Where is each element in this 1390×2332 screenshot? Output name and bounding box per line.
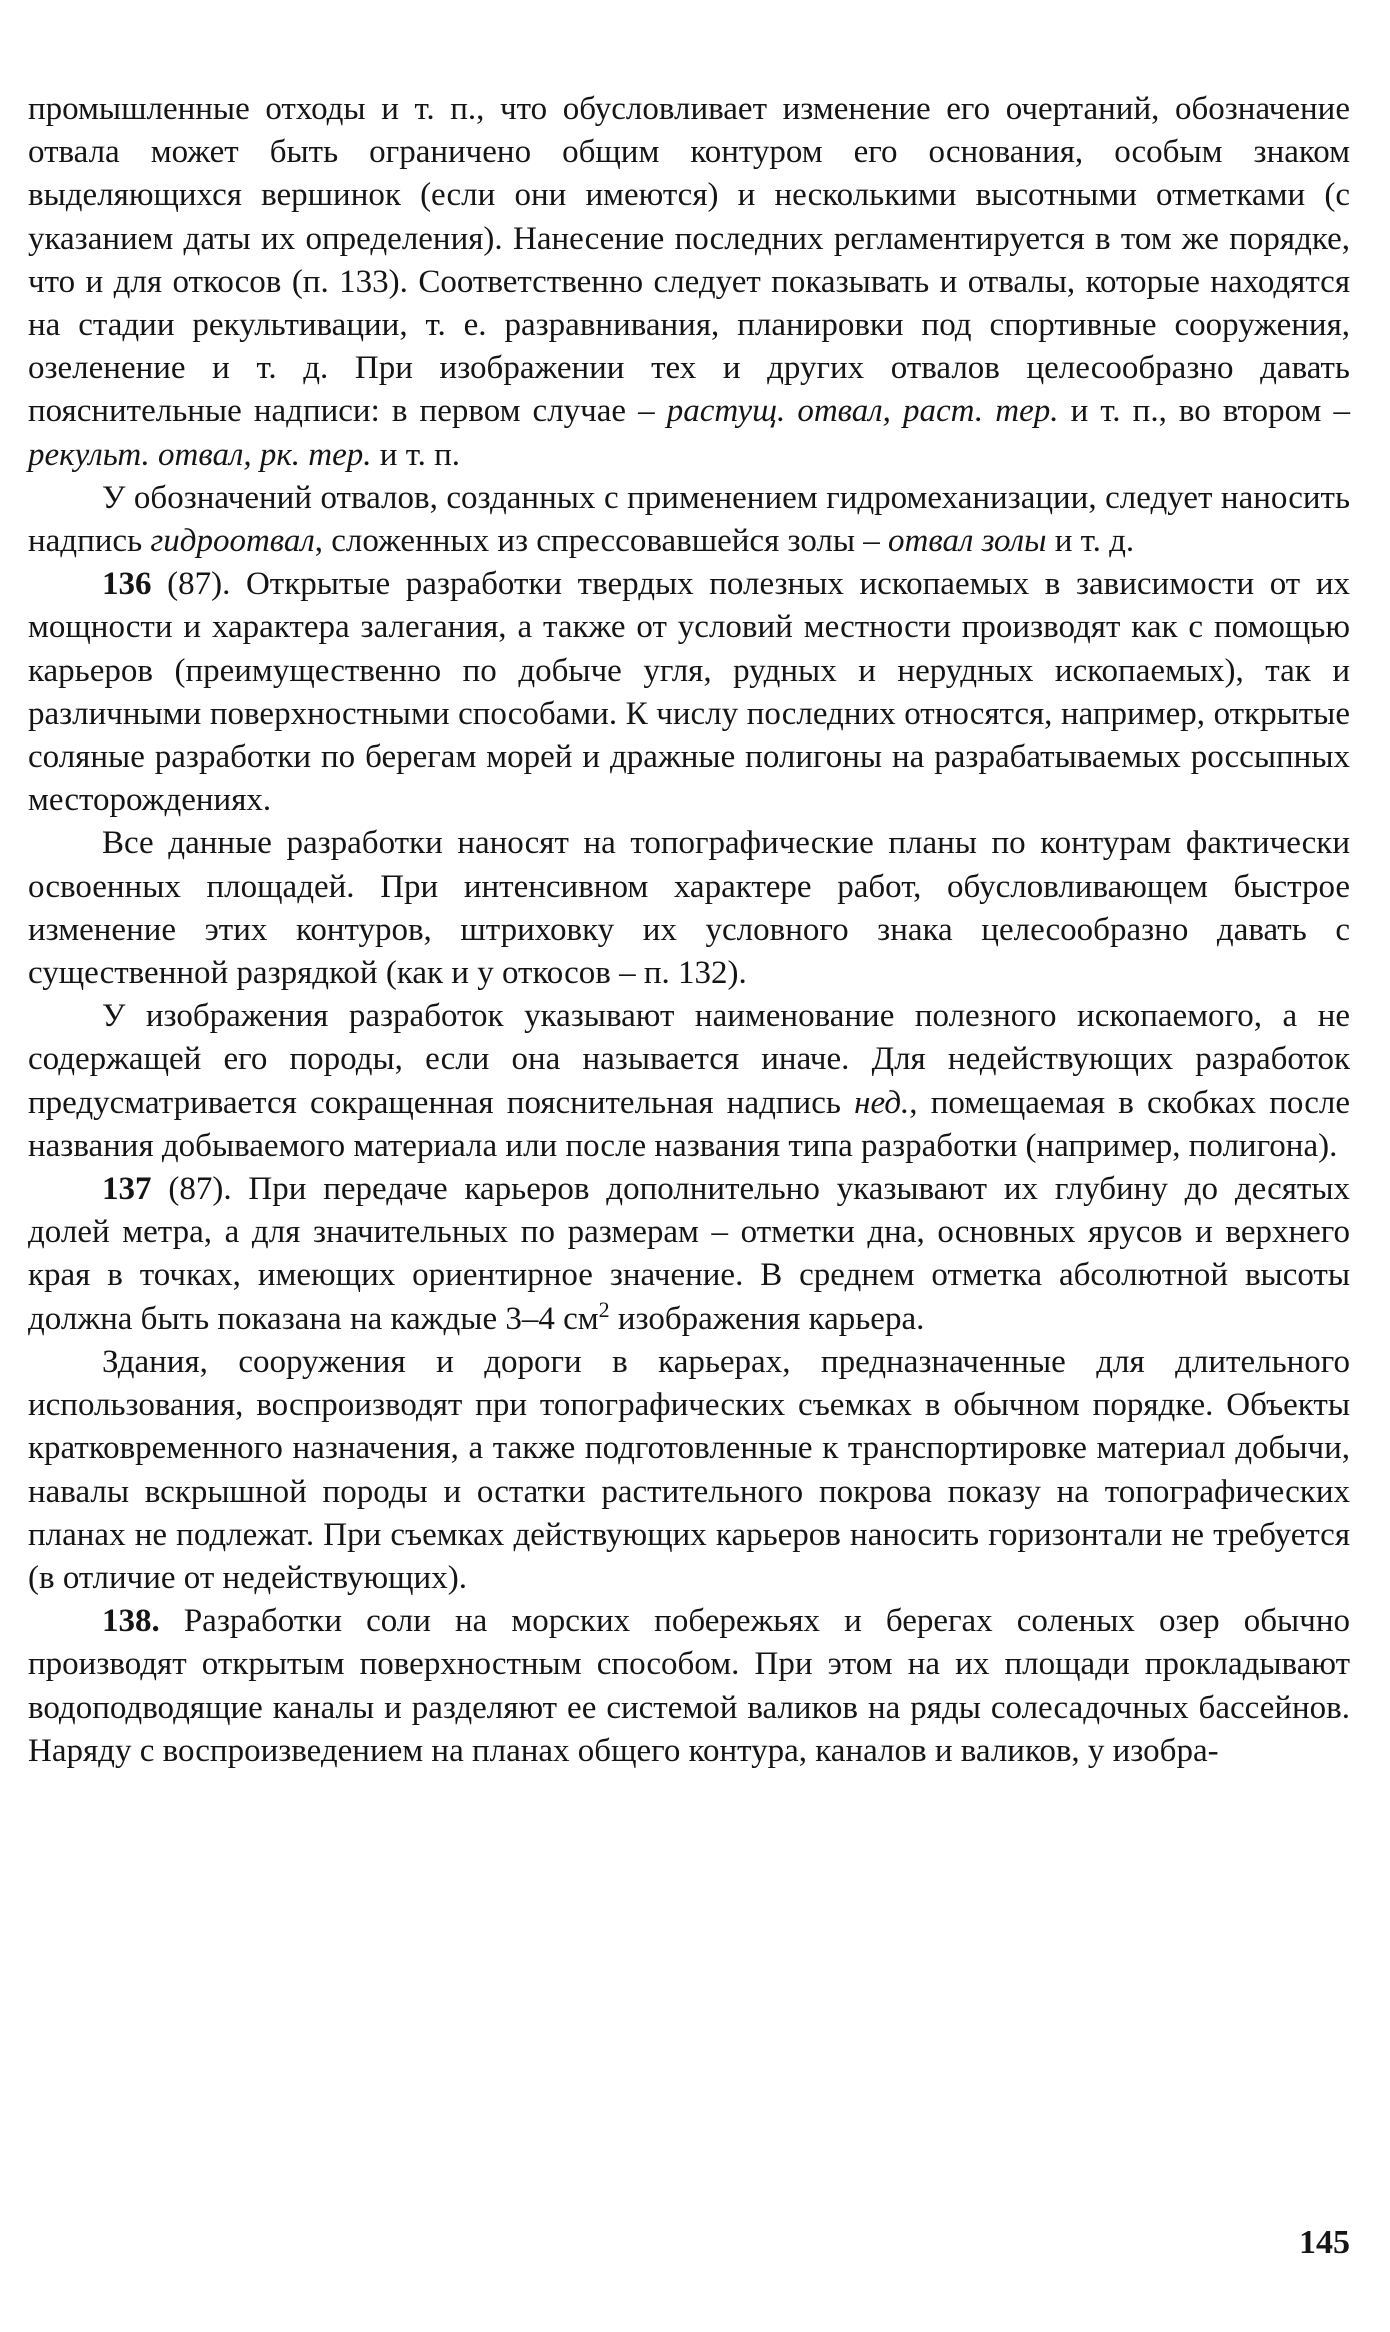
paragraph-text: (87). Открытые разработки твердых полезных ископаемых в зависимости от их мощности и характера залегания, а также от условий местности производят как с помощью карьеров (преимущественно по добыче угля, рудных и нерудных ископаемых), так и различными поверхностными способами. К числу последних относятся, например, открытые соляные разработки по берегам морей и дражные полигоны на разрабатываемых россыпных месторождениях. — [28, 566, 1350, 819]
paragraph-text: У изображения разработок указывают наименование полезного ископаемого, а не содержащей его породы, если она называется иначе. Для недействующих разработок предусматривается сокращенная пояснительная надпись — [28, 998, 1350, 1121]
section-number: 137 — [102, 1171, 152, 1208]
page-number: 145 — [1299, 2224, 1350, 2261]
paragraph-text: Разработки соли на морских побережьях и берегах соленых озер обычно производят открытым поверхностным способом. При этом на их площади прокладывают водоподводящие каналы и разделяют ее системой валиков на ряды солесадочных бассейнов. Наряду с воспроизведением на планах общего контура, каналов и валиков, у изобра- — [28, 1603, 1350, 1769]
paragraph-138 — [28, 1600, 1350, 1773]
paragraph-137 — [28, 1168, 1350, 1341]
paragraph-text: (87). При передаче карьеров дополнительно указывают их глубину до десятых долей метра, а для значительных по размерам – отметки дна, основных ярусов и верхнего края в точках, имеющих ориентирное значение. В среднем отметка абсолютной высоты должна быть показана на каждые 3–4 см — [28, 1171, 1350, 1337]
italic-term: гидроотвал — [150, 523, 315, 560]
paragraph-text: и т. п. — [371, 436, 461, 473]
section-number: 138. — [102, 1603, 160, 1640]
paragraph-5 — [28, 995, 1350, 1168]
italic-term: растущ. отвал, раст. тер. — [666, 393, 1059, 430]
italic-term: отвал золы — [888, 523, 1047, 560]
paragraph-7 — [28, 1341, 1350, 1600]
paragraph-text: изображения карьера. — [609, 1300, 925, 1337]
paragraph-text: , сложенных из спрессовавшейся золы – — [314, 523, 889, 560]
paragraph-2 — [28, 477, 1350, 563]
italic-term: рекульт. отвал, рк. тер. — [28, 436, 372, 473]
paragraph-4 — [28, 822, 1350, 995]
superscript: 2 — [598, 1296, 610, 1322]
paragraph-text: Здания, сооружения и дороги в карьерах, предназначенные для длительного использования, воспроизводят при топографических съемках в обычном порядке. Объекты кратковременного назначения, а также подготовленные к транспортировке материал добычи, навалы вскрышной породы и остатки растительного покрова показу на топографических планах не подлежат. При съемках действующих карьеров наносить горизонтали не требуется (в отличие от недействующих). — [28, 1343, 1350, 1596]
section-number: 136 — [102, 566, 152, 603]
paragraph-136 — [28, 563, 1350, 822]
paragraph-text: и т. п., во втором – — [1058, 393, 1350, 430]
paragraph-text: Все данные разработки наносят на топографические планы по контурам фактически освоенных площадей. При интенсивном характере работ, обусловливающем быстрое изменение этих контуров, штриховку их условного знака целесообразно давать с существенной разрядкой (как и у откосов – п. 132). — [28, 825, 1350, 992]
italic-term: нед. — [854, 1084, 910, 1121]
paragraph-text: , помещаемая в скобках после названия добываемого материала или после названия типа разработки (например, полигона). — [28, 1084, 1350, 1164]
paragraph-1 — [28, 88, 1350, 477]
paragraph-text: промышленные отходы и т. п., что обусловливает изменение его очертаний, обозначение отвала может быть ограничено общим контуром его основания, особым знаком выделяющихся вершинок (если они имеются) и несколькими высотными отметками (с указанием даты их определения). Нанесение последних регламентируется в том же порядке, что и для откосов (п. 133). Соответственно следует показывать и отвалы, которые находятся на стадии рекультивации, т. е. разравнивания, планировки под спортивные сооружения, озеленение и т. д. При изображении тех и других отвалов целесообразно давать пояснительные надписи: в первом случае – — [28, 91, 1350, 430]
paragraph-text: и т. д. — [1046, 523, 1135, 560]
page-body — [28, 88, 1350, 1773]
paragraph-text: У обозначений отвалов, созданных с применением гидромеханизации, следует наносить надпись — [28, 479, 1350, 560]
